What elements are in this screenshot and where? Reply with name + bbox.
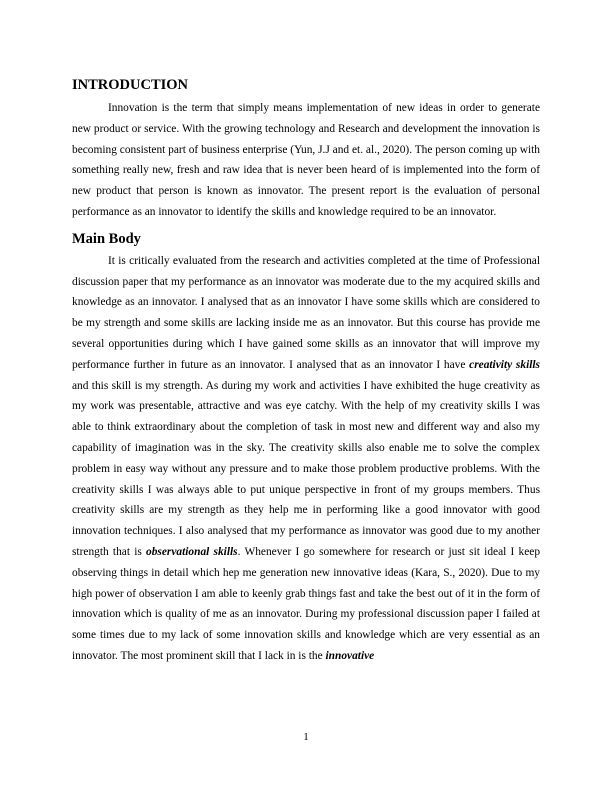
page-number: 1 — [303, 731, 309, 743]
main-body-paragraph — [72, 251, 540, 667]
emphasis-innovative: innovative — [325, 649, 375, 662]
document-body — [72, 76, 540, 667]
emphasis-creativity-skills: creativity skills — [469, 358, 540, 371]
main-body-text-3: . Whenever I go somewhere for research or just sit ideal I keep observing things in detail which hep me generation new innovative ideas (Kara, S., 2020). Due to my high power of observation I am able to keenly grab things fast and take the best out of it in the form of innovation which is quality of me as an innovator. During my professional discussion paper I failed at some times due to my lack of some innovation skills and knowledge which are very essential as an innovator. The most prominent skill that I lack in is the — [72, 545, 541, 662]
section-heading-main-body: Main Body — [72, 230, 141, 247]
introduction-paragraph: Innovation is the term that simply means implementation of new ideas in order to generate new product or service. With the growing technology and Research and development the innovation is becoming consistent part of business enterprise (Yun, J.J and et. al., 2020). The person coming up with something really new, fresh and raw idea that is never been heard of is implemented into the form of new product that person is known as innovator. The present report is the evaluation of personal performance as an innovator to identify the skills and knowledge required to be an innovator. — [72, 102, 540, 218]
emphasis-observational-skills: observational skills — [146, 545, 238, 558]
section-heading-introduction: INTRODUCTION — [72, 77, 189, 93]
main-body-text-1: It is critically evaluated from the research and activities completed at the time of Professional discussion paper that my performance as an innovator was moderate due to the my acquired skills and knowledge as an innovator. I analysed that as an innovator I have some skills which are considered to be my strength and some skills are lacking inside me as an innovator. But this course has provide me several opportunities during which I have gained some skills as an innovator that will improve my performance further in future as an innovator. I analysed that as an innovator I have — [72, 254, 540, 371]
main-body-text-2: and this skill is my strength. As during my work and activities I have exhibited the huge creativity as my work was presentable, attractive and was eye catchy. With the help of my creativity skills I was able to think extraordinary about the completion of task in most new and different way and also my capability of imagination was in the sky. The creativity skills also enable me to solve the complex problem in easy way without any pressure and to make those problem productive problems. With the creativity skills I was always able to put unique perspective in front of my groups members. Thus creativity skills are my strength as they help me in performing like a good innovator with good innovation techniques. I also analysed that my performance as innovator was good due to my another strength that is — [72, 379, 540, 558]
